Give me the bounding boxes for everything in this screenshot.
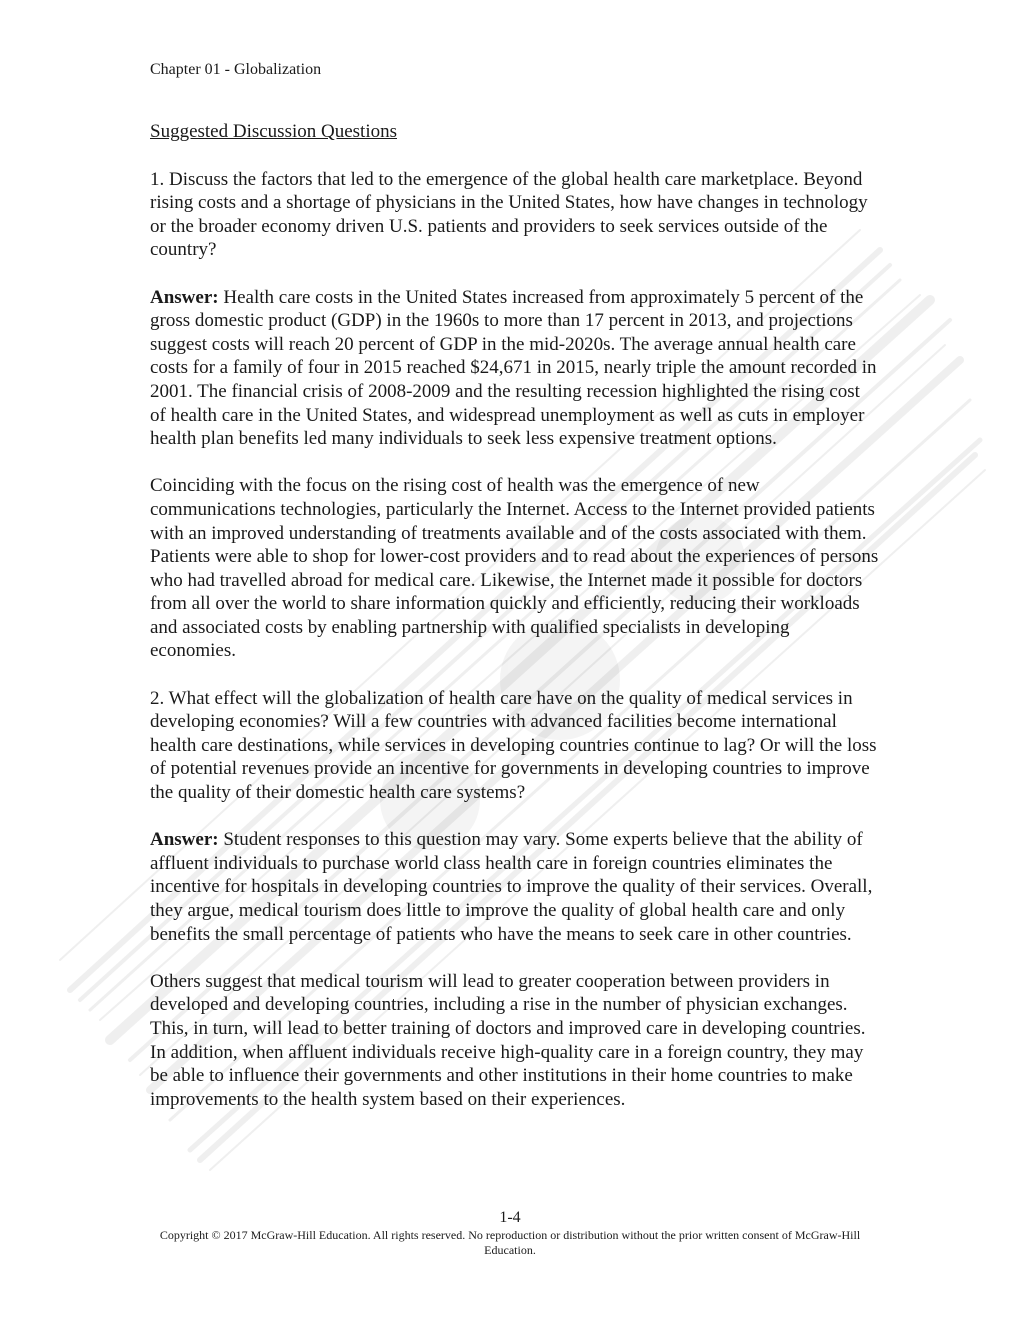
answer-1-continued: [150, 474, 880, 663]
paragraph-text: Others suggest that medical tourism will lead to greater cooperation between providers in developed and developing countries, including a rise in the number of physician exchanges. This, in turn, will lead to better training of doctors and improved care in developing countries. In addition, when affluent individuals receive high-quality care in a foreign country, they may be able to influence their governments and other institutions in their home countries to make improvements to the health system based on their experiences.: [150, 970, 866, 1110]
question-2: [150, 687, 880, 805]
answer-label: Answer:: [150, 829, 219, 851]
page-footer: [0, 1208, 1020, 1258]
question-1: [150, 168, 880, 262]
copyright-notice: Copyright © 2017 McGraw-Hill Education. All rights reserved. No reproduction or distribution without the prior written consent of McGraw-Hill Education.: [159, 1228, 861, 1257]
page-number: 1-4: [499, 1209, 521, 1226]
paragraph-text: Health care costs in the United States increased from approximately 5 percent of the gross domestic product (GDP) in the 1960s to more than 17 percent in 2013, and projections suggest costs will reach 20 percent of GDP in the mid-2020s. The average annual health care costs for a family of four in 2015 reached $24,671 in 2015, nearly triple the amount recorded in 2001. The financial crisis of 2008-2009 and the resulting recession highlighted the rising cost of health care in the United States, and widespread unemployment as well as cuts in employer health plan benefits led many individuals to seek less expensive treatment options.: [150, 286, 877, 450]
answer-1: [150, 286, 880, 451]
section-title: Suggested Discussion Questions: [150, 121, 397, 142]
answer-2: [150, 828, 880, 946]
paragraph-text: 2. What effect will the globalization of health care have on the quality of medical services in developing economies? Will a few countries with advanced facilities become international health care destinations, while services in developing countries continue to lag? Or will the loss of potential revenues provide an incentive for governments in developing countries to improve the quality of their domestic health care systems?: [150, 687, 877, 804]
answer-2-continued: [150, 970, 880, 1112]
chapter-header: Chapter 01 - Globalization: [150, 61, 322, 78]
paragraph-text: 1. Discuss the factors that led to the emergence of the global health care marketplace. Beyond rising costs and a shortage of physicians in the United States, how have changes in technology or the broader economy driven U.S. patients and providers to seek services outside of the country?: [150, 168, 868, 261]
document-page: [150, 58, 880, 1111]
paragraph-text: Coinciding with the focus on the rising cost of health was the emergence of new communications technologies, particularly the Internet. Access to the Internet provided patients with an improved understanding of treatments available and of the costs associated with them. Patients were able to shop for lower-cost providers and to read about the experiences of persons who had travelled abroad for medical care. Likewise, the Internet made it possible for doctors from all over the world to share information quickly and efficiently, reducing their workloads and associated costs by enabling partnership with qualified specialists in developing economies.: [150, 475, 879, 662]
paragraph-text: Student responses to this question may vary. Some experts believe that the ability of affluent individuals to purchase world class health care in foreign countries eliminates the incentive for hospitals in developing countries to improve the quality of their services. Overall, they argue, medical tourism does little to improve the quality of global health care and only benefits the small percentage of patients who have the means to seek care in other countries.: [150, 829, 873, 945]
answer-label: Answer:: [150, 286, 219, 308]
